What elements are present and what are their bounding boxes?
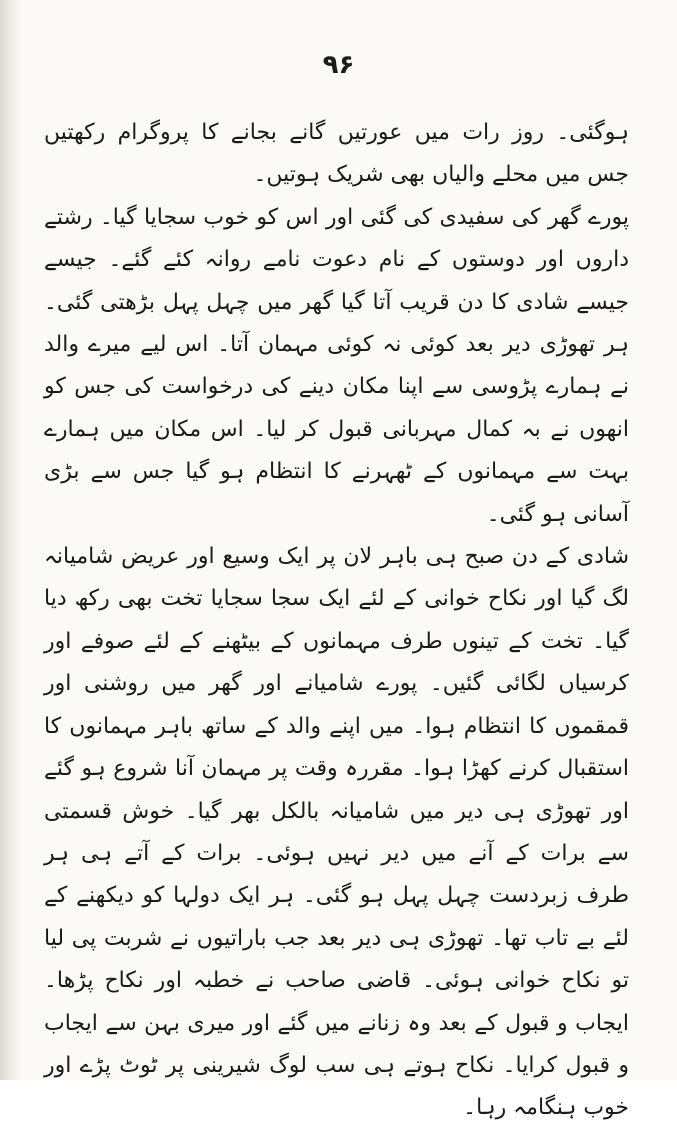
paragraph-2: پورے گھر کی سفیدی کی گئی اور اس کو خوب سجایا گیا۔ رشتے داروں اور دوستوں کے نام دعوت نامے روانہ کئے گئے۔ جیسے جیسے شادی کا دن قریب آتا گیا گھر میں چہل پہل بڑھتی گئی۔ ہر تھوڑی دیر بعد کوئی نہ کوئی مہمان آتا۔ اس لیے میرے والد نے ہمارے پڑوسی سے اپنا مکان دینے کی درخواست کی جس کو انھوں نے بہ کمال مہربانی قبول کر لیا۔ اس مکان میں ہمارے بہت سے مہمانوں کے ٹھہرنے کا انتظام ہو گیا جس سے بڑی آسانی ہو گئی۔ [44, 204, 629, 527]
paragraph-3: شادی کے دن صبح ہی باہر لان پر ایک وسیع اور عریض شامیانہ لگ گیا اور نکاح خوانی کے لئے ایک سجا سجایا تخت بھی رکھ دیا گیا۔ تخت کے تینوں طرف مہمانوں کے بیٹھنے کے لئے صوفے اور کرسیاں لگائی گئیں۔ پورے شامیانے اور گھر میں روشنی اور قمقموں کا انتظام ہوا۔ میں اپنے والد کے ساتھ باہر مہمانوں کا استقبال کرنے کھڑا ہوا۔ مقررہ وقت پر مہمان آنا شروع ہو گئے اور تھوڑی ہی دیر میں شامیانہ بالکل بھر گیا۔ خوش قسمتی سے برات کے آنے میں دیر نہیں ہوئی۔ برات کے آتے ہی ہر طرف زبردست چہل پہل ہو گئی۔ ہر ایک دولہا کو دیکھنے کے لئے بے تاب تھا۔ تھوڑی ہی دیر بعد جب باراتیوں نے شربت پی لیا تو نکاح خوانی ہوئی۔ قاضی صاحب نے خطبہ اور نکاح پڑھا۔ ایجاب و قبول کے بعد وہ زنانے میں گئے اور میری بہن سے ایجاب و قبول کرایا۔ نکاح ہوتے ہی سب لوگ شیرینی پر ٹوٹ پڑے اور خوب ہنگامہ رہا۔ [44, 544, 629, 1121]
page-gutter-shadow [0, 0, 22, 1080]
page-body-text [44, 112, 629, 1130]
paragraph-1: ہوگئی۔ روز رات میں عورتیں گانے بجانے کا پروگرام رکھتیں جس میں محلے والیاں بھی شریک ہوتیں۔ [44, 120, 629, 188]
page-number: ۹۶ [322, 50, 355, 80]
